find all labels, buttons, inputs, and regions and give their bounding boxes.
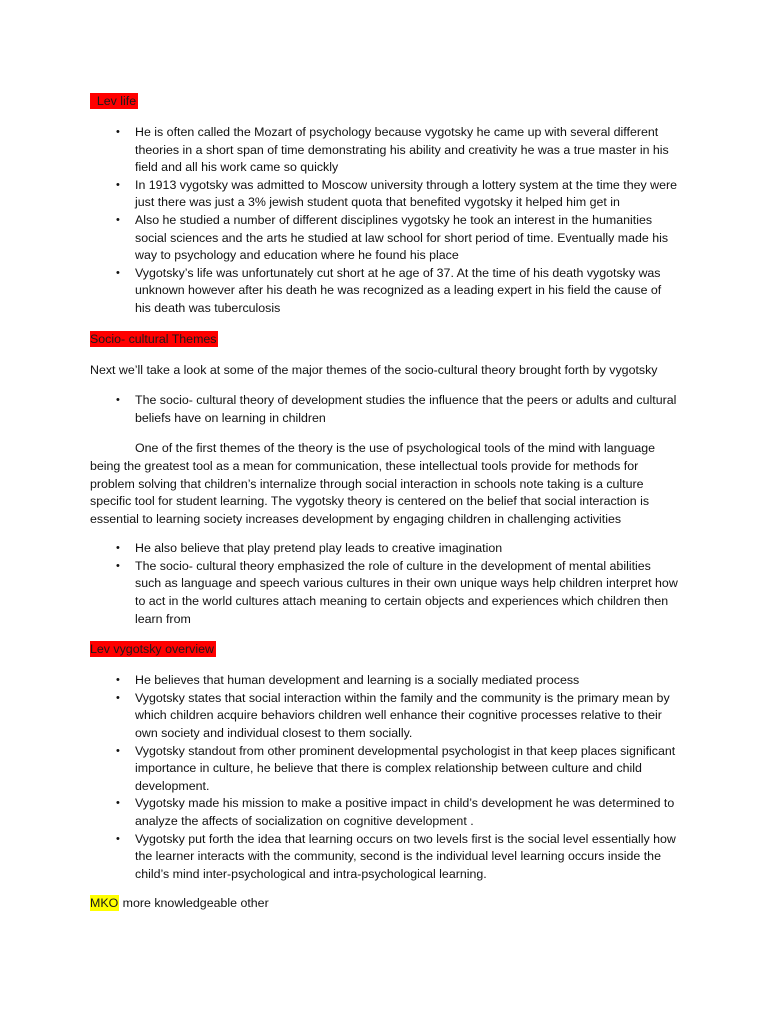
section-heading-socio-cultural-themes [90,331,680,349]
list-item: • Vygotsky standout from other prominent developmental psychologist in that keep places significant importance in culture, he believe that there is complex relationship between culture and child development. [116,743,676,793]
bullet-icon: • [116,126,120,138]
document-page [90,93,680,913]
body-paragraph: One of the first themes of the theory is the use of psychological tools of the mind with language being the greatest tool as a mean for communication, these intellectual tools provide for methods for problem solving that children’s internalize through social interaction in schools note taking is a culture specific tool for student learning. The vygotsky theory is centered on the belief that social interaction is essential to learning society increases development by engaging children in challenging activities [90,441,656,526]
bullet-icon: • [116,542,120,555]
heading-highlight: Lev life [90,94,137,108]
intro-paragraph: Next we’ll take a look at some of the major themes of the socio-cultural theory brought forth by vygotsky [90,362,658,377]
bullet-icon: • [116,674,120,687]
bullet-icon: • [116,178,120,191]
list-item: • The socio- cultural theory of development studies the influence that the peers or adults and cultural beliefs have on learning in children [116,393,677,425]
socio-cultural-list-1 [90,392,680,427]
list-item: • He believes that human development and learning is a socially mediated process [90,672,680,690]
heading-highlight: Lev vygotsky overview [90,642,214,657]
mko-definition: more knowledgeable other [119,896,269,911]
bullet-icon: • [116,691,120,704]
list-item: • Vygotsky made his mission to make a positive impact in child’s development he was determined to analyze the affects of socialization on cognitive development . [116,796,675,828]
list-item: • Vygotsky’s life was unfortunately cut short at he age of 37. At the time of his death vygotsky was unknown however after his death he was recognized as a leading expert in his field the cause of his death was tuberculosis [116,265,662,315]
section-heading-lev-life [90,93,680,111]
list-item: • The socio- cultural theory emphasized the role of culture in the development of mental abilities such as language and speech various cultures in their own unique ways help children interpret how to act in the world cultures attach meaning to certain objects and experiences which children then learn from [116,558,678,626]
bullet-icon: • [116,213,120,226]
heading-highlight: Socio- cultural Themes [90,331,217,346]
socio-cultural-list-2 [90,540,680,628]
list-item: • Vygotsky states that social interaction within the family and the community is the primary mean by which children acquire behaviors children well enhance their cognitive processes relative to their own society and individual closest to them socially. [116,690,670,741]
lev-life-list [90,124,680,318]
list-item: • He also believe that play pretend play leads to creative imagination [90,540,680,558]
bullet-icon: • [116,559,120,572]
bullet-icon: • [116,266,120,279]
list-item: • In 1913 vygotsky was admitted to Moscow university through a lottery system at the time they were just there was just a 3% jewish student quota that benefited vygotsky it helped him get in [116,177,677,210]
bullet-icon: • [116,797,120,810]
mko-line [90,895,680,913]
bullet-icon: • [116,832,120,845]
bullet-icon: • [116,394,120,407]
bullet-icon: • [116,744,120,757]
list-item: • Vygotsky put forth the idea that learning occurs on two levels first is the social level essentially how the learner interacts with the community, second is the individual level learning occurs inside the child’s mind inter-psychological and intra-psychological learning. [116,831,676,881]
section-heading-lev-vygotsky-overview [90,641,680,659]
mko-highlight: MKO [90,896,119,911]
list-item: • Also he studied a number of different disciplines vygotsky he took an interest in the humanities social sciences and the arts he studied at law school for short period of time. Eventually made his way to psychology and education where he found his place [116,212,669,263]
list-item: • He is often called the Mozart of psychology because vygotsky he came up with several different theories in a short span of time demonstrating his ability and creativity he was a true master in his field and all his work came so quickly [116,125,669,175]
overview-list [90,672,680,883]
